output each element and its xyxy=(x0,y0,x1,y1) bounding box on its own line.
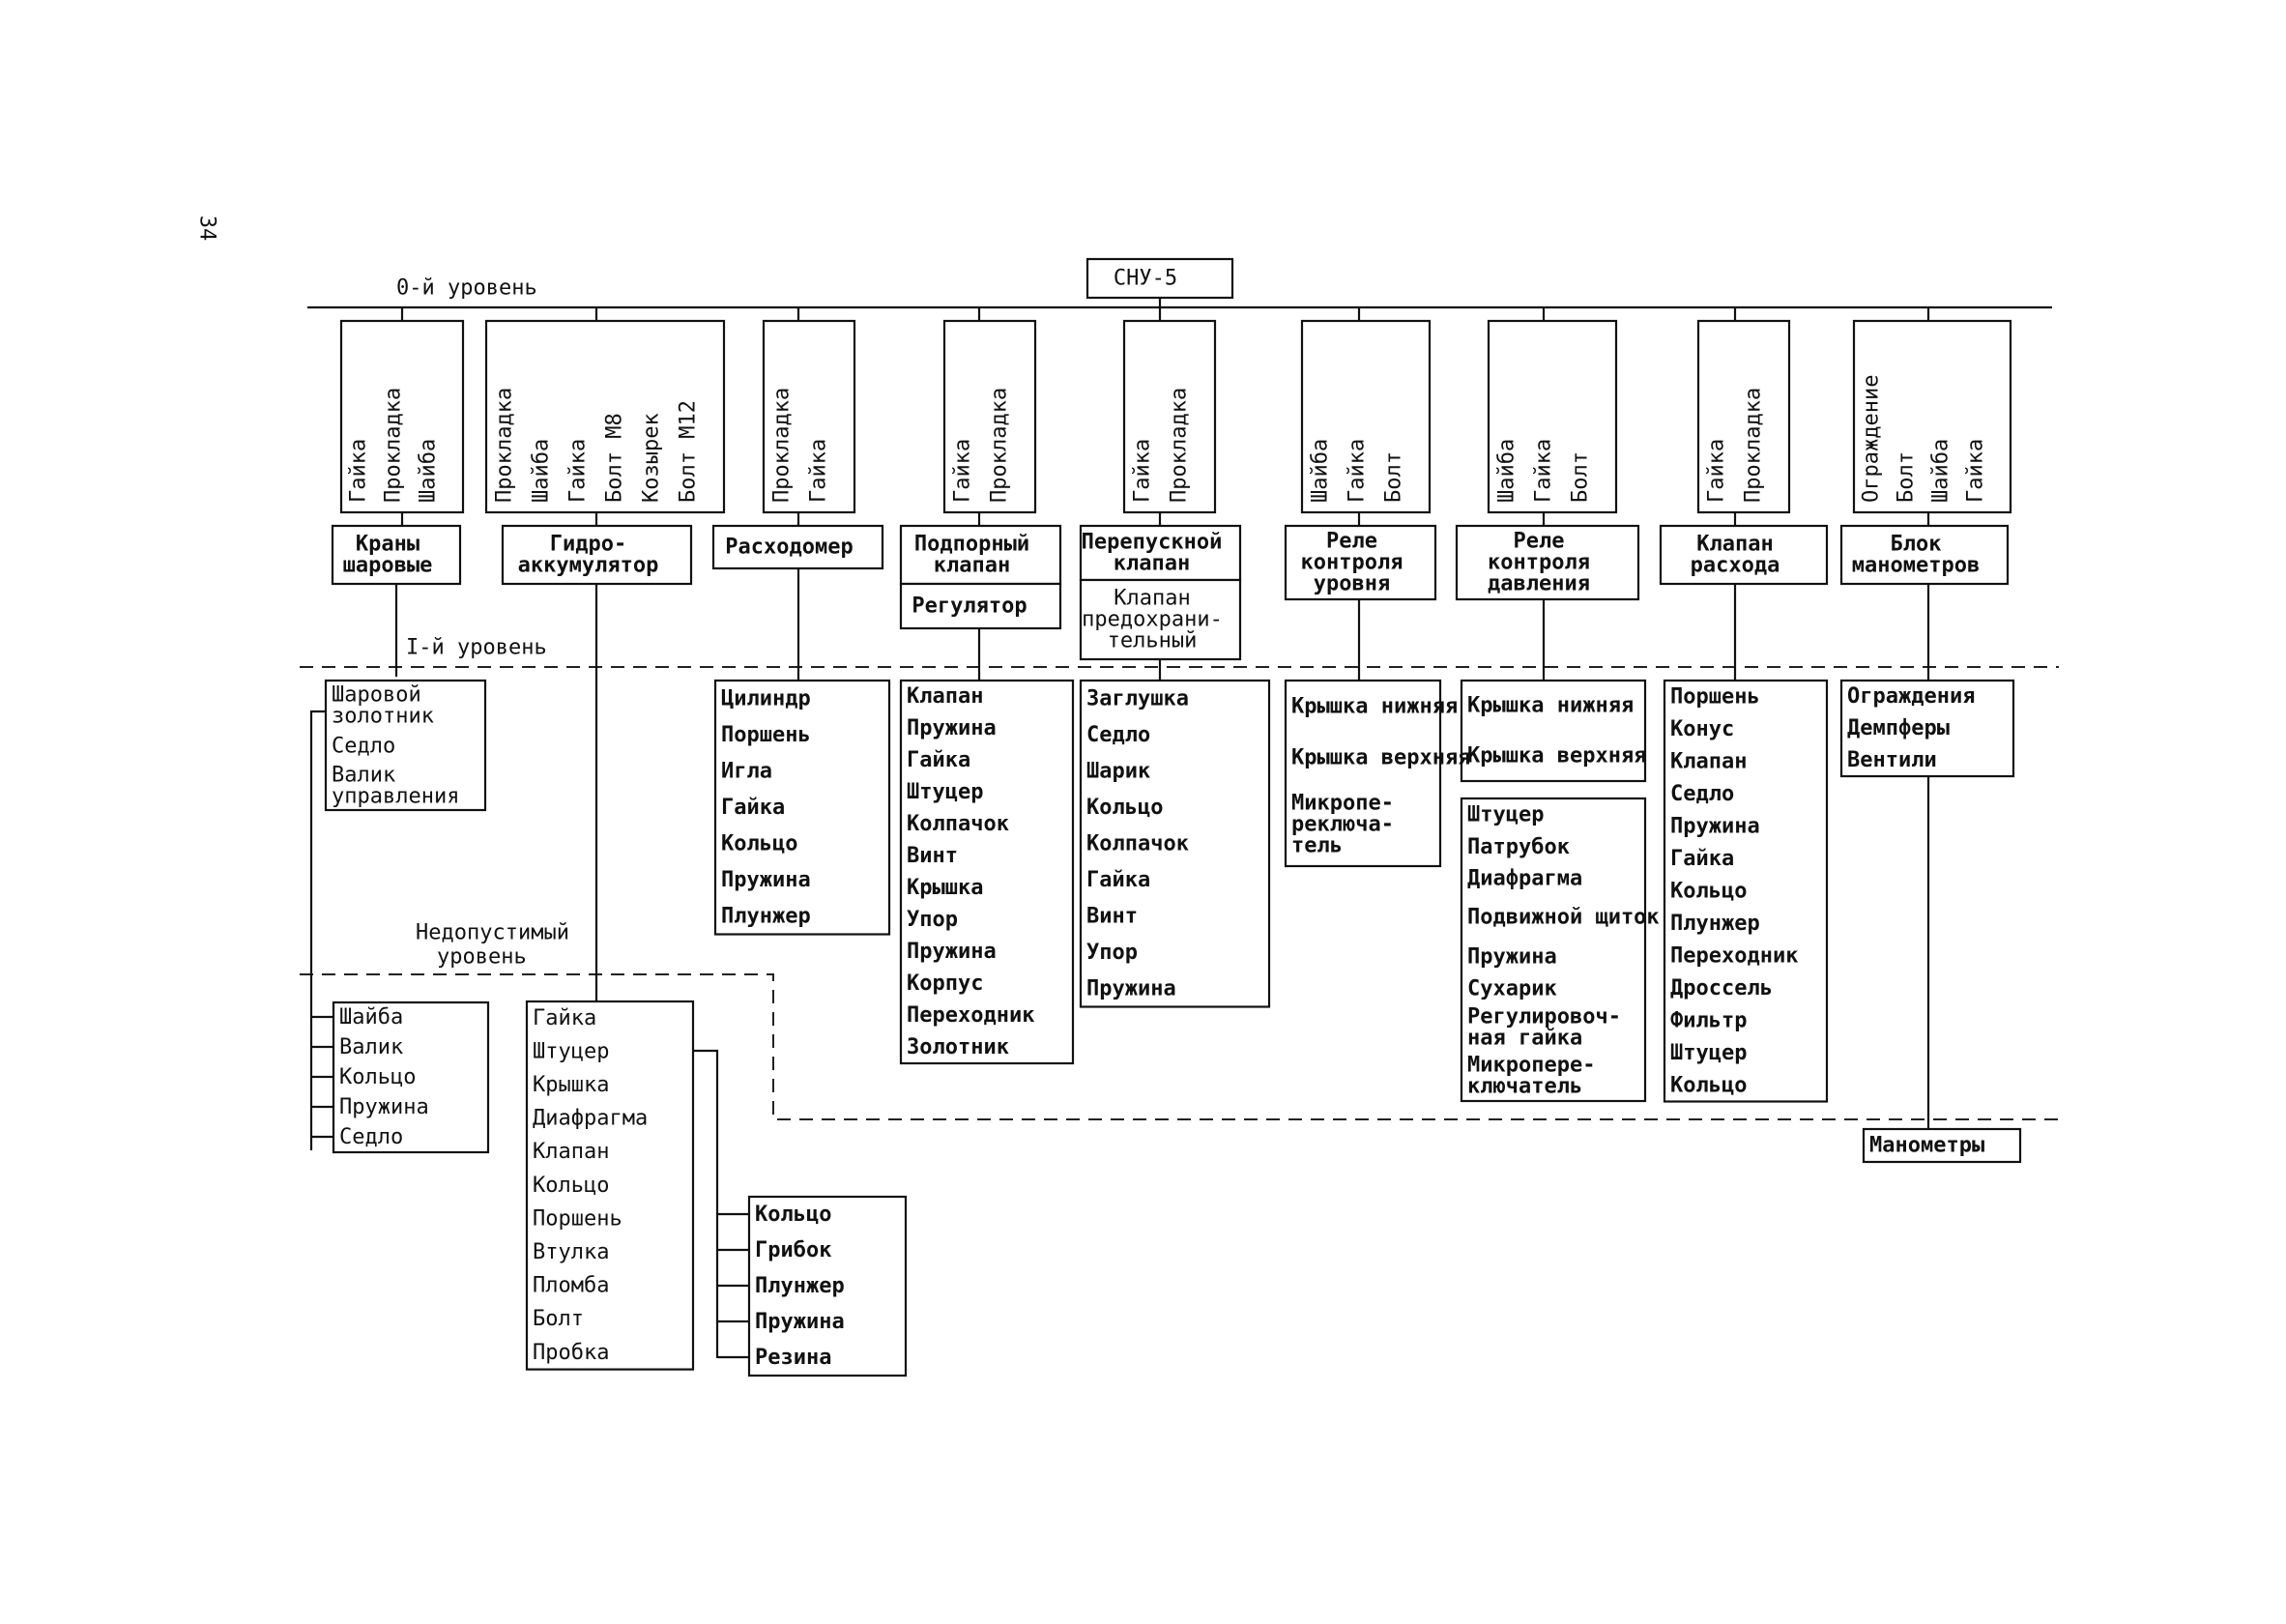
unit-sub-label: тельный xyxy=(1107,628,1198,653)
list-item: Плунжер xyxy=(721,904,811,929)
list-item: ная гайка xyxy=(1467,1026,1583,1051)
list-item: Кольцо xyxy=(339,1065,417,1089)
list-item: Поршень xyxy=(1670,684,1760,710)
list-item: Заглушка xyxy=(1086,686,1189,711)
part-label: Болт М12 xyxy=(676,400,701,503)
list-item: Клапан xyxy=(907,684,984,709)
page-number: 34 xyxy=(194,215,219,242)
list-item: Дроссель xyxy=(1670,975,1773,1000)
unit-sub-label: Клапан xyxy=(1114,586,1191,611)
part-label: Прокладка xyxy=(769,387,795,503)
list-item: Седло xyxy=(1086,722,1151,747)
list-item: Седло xyxy=(332,734,396,759)
list-item: Резина xyxy=(755,1346,832,1370)
unit-sub-label: предохрани- xyxy=(1082,607,1223,632)
part-label: Болт xyxy=(1894,451,1919,503)
part-label: Прокладка xyxy=(492,387,517,503)
part-label: Гайка xyxy=(565,438,591,503)
part-label: Гайка xyxy=(806,438,831,503)
list-item: Штуцер xyxy=(907,780,984,804)
list-item: Пружина xyxy=(907,716,997,740)
list-item: Гайка xyxy=(1670,846,1735,871)
list-item: Колпачок xyxy=(907,812,1009,836)
list-item: Упор xyxy=(1086,940,1138,965)
list-item: Фильтр xyxy=(1670,1008,1748,1033)
list-item: Штуцер xyxy=(533,1039,610,1064)
list-item: Плунжер xyxy=(755,1274,845,1298)
list-item: Манометры xyxy=(1869,1133,1985,1158)
list-item: Крышка верхняя xyxy=(1467,743,1647,768)
list-item: Кольцо xyxy=(755,1203,832,1227)
part-label: Гайка xyxy=(1704,438,1729,503)
part-label: Болт xyxy=(1381,451,1406,503)
list-item: Кольцо xyxy=(1670,879,1748,904)
list-item: Микропе- xyxy=(1291,791,1394,816)
list-item: Подвижной щиток xyxy=(1467,905,1660,930)
part-label: Шайба xyxy=(529,438,554,503)
list-item: золотник xyxy=(332,704,434,729)
part-label: Прокладка xyxy=(1741,387,1766,503)
list-item: Пружина xyxy=(339,1095,429,1119)
list-item: Крышка нижняя xyxy=(1467,693,1635,718)
unit-name: манометров xyxy=(1851,553,1981,578)
list-item: Шайба xyxy=(339,1005,404,1030)
list-item: Корпус xyxy=(907,972,984,996)
unit-name: Блок xyxy=(1890,532,1942,557)
part-label: Гайка xyxy=(950,438,975,503)
list-item: Кольцо xyxy=(1670,1073,1748,1098)
list-item: Шарик xyxy=(1086,759,1151,784)
list-item: Гайка xyxy=(1086,867,1151,892)
list-item: Демпферы xyxy=(1847,716,1950,740)
unit-name: расхода xyxy=(1690,553,1780,578)
part-label: Прокладка xyxy=(1167,387,1192,503)
part-label: Шайба xyxy=(1494,438,1519,503)
list-item: Сухарик xyxy=(1467,976,1557,1001)
unit-name: Гидро- xyxy=(549,532,627,557)
list-item: Переходник xyxy=(907,1003,1035,1028)
list-item: ключатель xyxy=(1467,1074,1583,1099)
list-item: Грибок xyxy=(755,1238,832,1262)
unit-name: клапан xyxy=(1113,551,1191,576)
list-item: Пружина xyxy=(907,940,997,964)
list-item: Валик xyxy=(339,1035,404,1059)
list-item: тель xyxy=(1291,833,1343,858)
list-item: Золотник xyxy=(907,1035,1009,1059)
part-label: Гайка xyxy=(1130,438,1155,503)
list-item: Крышка нижняя xyxy=(1291,694,1459,719)
list-item: Пружина xyxy=(755,1310,845,1334)
part-label: Прокладка xyxy=(381,387,406,503)
unit-name: контроля xyxy=(1488,550,1590,575)
list-item: Кольцо xyxy=(721,831,798,856)
level1-label: I-й уровень xyxy=(406,635,547,660)
unit-name: Клапан xyxy=(1696,532,1774,557)
list-item: Цилиндр xyxy=(721,686,811,711)
unit-name: Краны xyxy=(355,532,420,557)
list-item: Диафрагма xyxy=(1467,866,1583,891)
list-item: Плунжер xyxy=(1670,911,1760,936)
part-label: Прокладка xyxy=(987,387,1012,503)
unit-name: шаровые xyxy=(342,553,433,578)
list-item: Пломба xyxy=(533,1273,610,1298)
unit-name: Реле xyxy=(1326,529,1377,554)
cranes-branch xyxy=(311,711,326,1150)
list-item: Поршень xyxy=(533,1206,622,1232)
list-item: Поршень xyxy=(721,722,811,747)
list-item: Диафрагма xyxy=(533,1106,649,1131)
list-item: Болт xyxy=(533,1307,584,1332)
unit-name: Расходомер xyxy=(725,535,854,560)
list-item: Микропере- xyxy=(1467,1053,1596,1078)
unit-name: Реле xyxy=(1513,529,1565,554)
list-item: реключа- xyxy=(1291,812,1394,837)
list-item: Клапан xyxy=(533,1140,610,1165)
part-label: Гайка xyxy=(1531,438,1556,503)
level0-label: 0-й уровень xyxy=(396,276,537,301)
part-label: Болт xyxy=(1568,451,1593,503)
part-label: Шайба xyxy=(416,438,441,503)
list-item: Втулка xyxy=(533,1240,610,1264)
list-item: Патрубок xyxy=(1467,835,1570,859)
list-item: Конус xyxy=(1670,716,1735,741)
list-item: Винт xyxy=(907,844,958,868)
unit-name: контроля xyxy=(1300,550,1403,575)
list-item: Гайка xyxy=(533,1005,597,1030)
list-item: Валик xyxy=(332,763,396,788)
part-label: Гайка xyxy=(1963,438,1988,503)
accumulator-branch xyxy=(693,1051,717,1358)
list-item: Пружина xyxy=(1670,814,1760,839)
list-item: Пробка xyxy=(533,1340,610,1365)
list-item: Переходник xyxy=(1670,943,1799,969)
unit-name: давления xyxy=(1488,571,1590,596)
invalid-level-label: уровень xyxy=(437,944,527,970)
list-item: Штуцер xyxy=(1670,1040,1748,1065)
part-label: Болт М8 xyxy=(602,413,627,503)
list-item: Ограждения xyxy=(1847,684,1976,709)
list-item: Пружина xyxy=(721,867,811,892)
part-label: Шайба xyxy=(1928,438,1953,503)
list-item: Регулировоч- xyxy=(1467,1004,1621,1030)
list-item: Винт xyxy=(1086,904,1138,929)
unit-name: Подпорный xyxy=(913,532,1030,557)
part-label: Козырек xyxy=(639,413,664,503)
list-item: Штуцер xyxy=(1467,802,1545,827)
list-item: Пружина xyxy=(1467,944,1557,970)
list-item: Клапан xyxy=(1670,749,1748,774)
list-item: Кольцо xyxy=(533,1173,610,1198)
unit-name: клапан xyxy=(933,553,1011,578)
part-label: Гайка xyxy=(346,438,371,503)
list-item: Крышка верхняя xyxy=(1291,745,1471,770)
unit-name: уровня xyxy=(1313,571,1391,596)
list-item: Седло xyxy=(339,1125,404,1149)
list-item: Гайка xyxy=(907,748,971,772)
list-item: Гайка xyxy=(721,795,786,820)
list-item: Седло xyxy=(1670,781,1735,806)
list-item: Кольцо xyxy=(1086,795,1164,820)
list-item: Вентили xyxy=(1847,748,1937,772)
list-item: Упор xyxy=(907,908,958,932)
part-label: Шайба xyxy=(1308,438,1333,503)
list-item: Крышка xyxy=(533,1073,610,1097)
list-item: Игла xyxy=(721,759,772,784)
list-item: управления xyxy=(332,784,460,809)
list-item: Крышка xyxy=(907,876,984,900)
part-label: Гайка xyxy=(1345,438,1370,503)
invalid-level-label: Недопустимый xyxy=(416,920,569,945)
list-item: Пружина xyxy=(1086,976,1176,1001)
list-item: Колпачок xyxy=(1086,831,1189,856)
root-label: СНУ-5 xyxy=(1113,266,1178,291)
unit-sub-label: Регулятор xyxy=(912,594,1027,619)
unit-name: Перепускной xyxy=(1081,530,1223,555)
list-item: Шаровой xyxy=(332,682,421,708)
part-label: Ограждение xyxy=(1859,374,1884,503)
unit-name: аккумулятор xyxy=(517,553,659,578)
